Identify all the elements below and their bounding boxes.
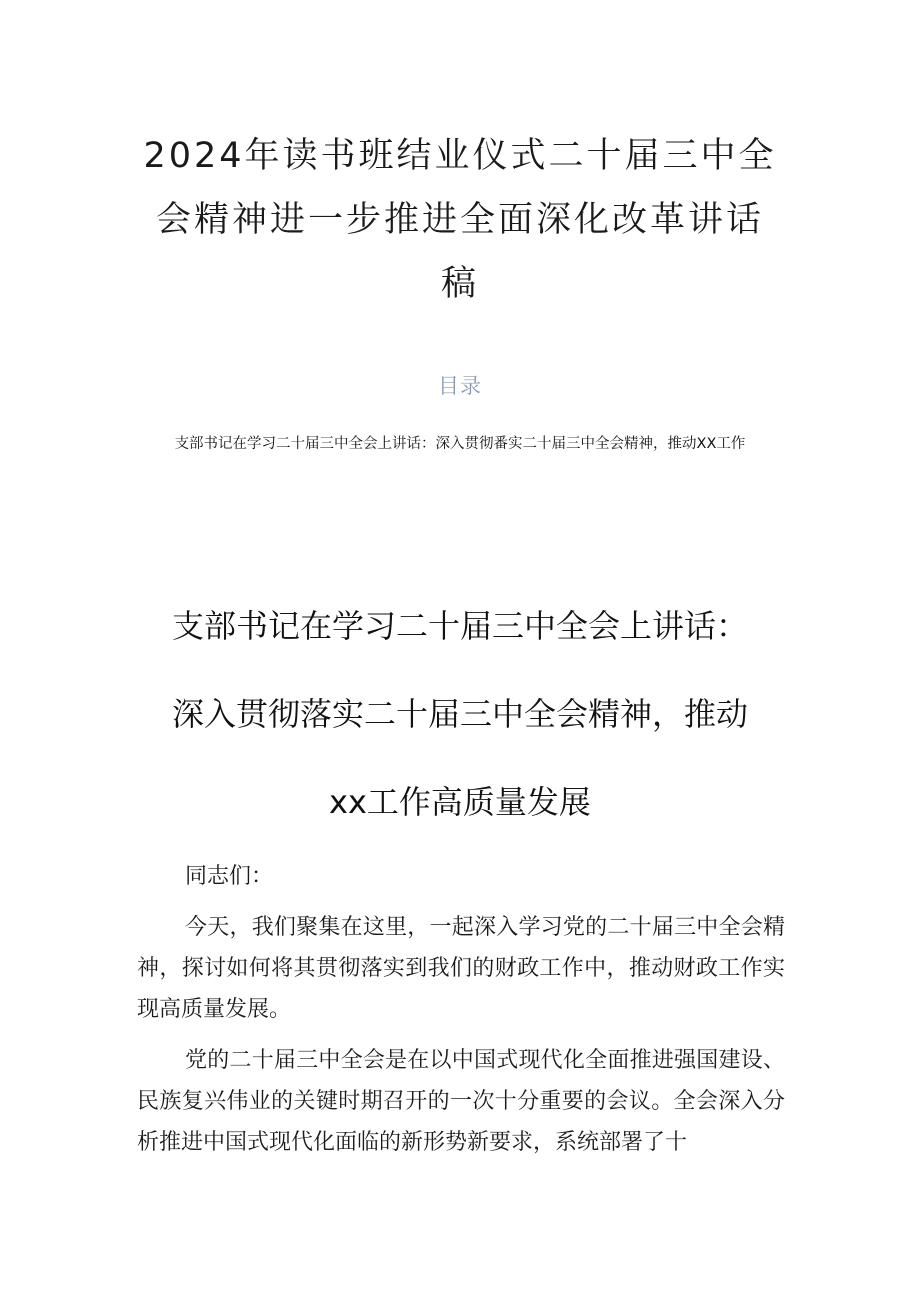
body-paragraph: 党的二十届三中全会是在以中国式现代化全面推进强国建设、民族复兴伟业的关键时期召开的一次十分重要的会议。全会深入分析推进中国式现代化面临的新形势新要求，系统部署了十 [137, 1048, 785, 1155]
speech-title [120, 582, 800, 846]
speech-body [137, 856, 785, 1173]
speech-title-line: 支部书记在学习二十届三中全会上讲话： [171, 607, 748, 645]
body-paragraph: 今天，我们聚集在这里，一起深入学习党的二十届三中全会精神，探讨如何将其贯彻落实到我们的财政工作中，推动财政工作实现高质量发展。 [137, 915, 785, 1022]
document-title: 2024年读书班结业仪式二十届三中全会精神进一步推进全面深化改革讲话稿 [143, 136, 777, 304]
toc-heading: 目录 [438, 374, 482, 398]
speech-title-line: xx工作高质量发展 [329, 783, 591, 821]
speech-title-line: 深入贯彻落实二十届三中全会精神，推动 [171, 695, 748, 733]
salutation: 同志们： [185, 864, 274, 889]
toc-entry-link[interactable]: 支部书记在学习二十届三中全会上讲话：深入贯彻番实二十届三中全会精神，推动XX工作 [174, 436, 746, 452]
